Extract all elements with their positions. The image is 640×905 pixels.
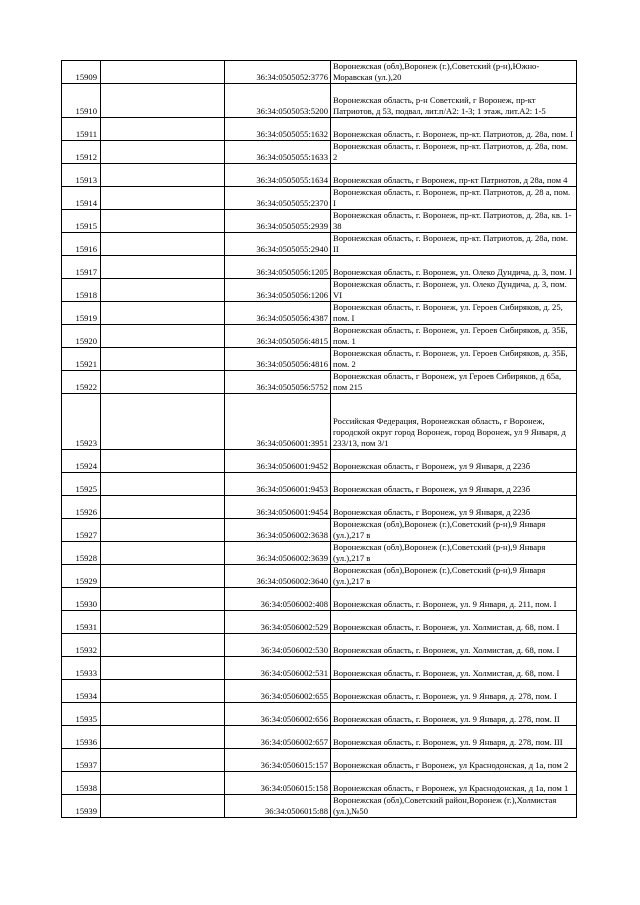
address-cell: Воронежская область, г. Воронеж, ул. 9 Января, д. 278, пом. I [331,680,577,703]
address-cell: Воронежская область, г Воронеж, ул Героев Сибиряков, д 65а, пом 215 [331,371,577,394]
empty-cell [101,84,225,118]
table-body [62,61,577,818]
empty-cell [101,371,225,394]
address-cell: Воронежская область, г. Воронеж, ул. Холмистая, д. 68, пом. I [331,634,577,657]
row-number-cell: 15912 [62,141,101,164]
table-row [62,611,577,634]
address-cell: Воронежская область, г. Воронеж, пр-кт. Патриотов, д. 28а, пом. II [331,233,577,256]
address-cell: Воронежская область, г Воронеж, ул 9 Января, д 223б [331,473,577,496]
empty-cell [101,565,225,588]
cadastral-number-cell: 36:34:0506001:9454 [225,496,331,519]
empty-cell [101,588,225,611]
table-row [62,657,577,680]
address-cell: Воронежская область, г. Воронеж, ул. 9 Января, д. 278, пом. II [331,703,577,726]
table-row [62,634,577,657]
cadastral-number-cell: 36:34:0506002:3639 [225,542,331,565]
address-cell: Воронежская область, г Воронеж, пр-кт Патриотов, д 28а, пом 4 [331,164,577,187]
row-number-cell: 15934 [62,680,101,703]
cadastral-number-cell: 36:34:0505055:2370 [225,187,331,210]
table-row [62,542,577,565]
table-row [62,233,577,256]
table-row [62,473,577,496]
row-number-cell: 15935 [62,703,101,726]
address-cell: Воронежская область, г. Воронеж, пр-кт. Патриотов, д. 28а, пом. I [331,118,577,141]
empty-cell [101,118,225,141]
cadastral-number-cell: 36:34:0506002:657 [225,726,331,749]
table-row [62,772,577,795]
row-number-cell: 15917 [62,256,101,279]
address-cell: Воронежская область, г. Воронеж, ул. Холмистая, д. 68, пом. I [331,657,577,680]
empty-cell [101,634,225,657]
address-cell: Воронежская область, г. Воронеж, пр-кт. Патриотов, д. 28 а, пом. I [331,187,577,210]
address-cell: Воронежская область, г Воронеж, ул Краснодонская, д 1а, пом 2 [331,749,577,772]
address-cell: Воронежская (обл),Советский район,Воронеж (г.),Холмистая (ул.),№50 [331,795,577,818]
address-cell: Воронежская область, г. Воронеж, ул. Героев Сибиряков, д. 35Б, пом. 2 [331,348,577,371]
row-number-cell: 15929 [62,565,101,588]
address-cell: Воронежская (обл),Воронеж (г.),Советский (р-н),9 Января (ул.),217 в [331,519,577,542]
table-row [62,519,577,542]
cadastral-number-cell: 36:34:0506002:531 [225,657,331,680]
row-number-cell: 15914 [62,187,101,210]
address-cell: Воронежская (обл),Воронеж (г.),Советский (р-н),9 Января (ул.),217 в [331,542,577,565]
empty-cell [101,233,225,256]
table-row [62,256,577,279]
cadastral-number-cell: 36:34:0505056:4815 [225,325,331,348]
row-number-cell: 15933 [62,657,101,680]
row-number-cell: 15939 [62,795,101,818]
cadastral-number-cell: 36:34:0506001:9453 [225,473,331,496]
empty-cell [101,279,225,302]
empty-cell [101,795,225,818]
table-row [62,496,577,519]
table-row [62,279,577,302]
empty-cell [101,302,225,325]
cadastral-number-cell: 36:34:0505055:1632 [225,118,331,141]
table-row [62,371,577,394]
empty-cell [101,542,225,565]
empty-cell [101,141,225,164]
table-row [62,164,577,187]
empty-cell [101,394,225,450]
table-row [62,187,577,210]
cadastral-number-cell: 36:34:0506002:656 [225,703,331,726]
cadastral-number-cell: 36:34:0505052:3776 [225,61,331,84]
address-cell: Воронежская (обл),Воронеж (г.),Советский (р-н),9 Января (ул.),217 в [331,565,577,588]
row-number-cell: 15909 [62,61,101,84]
table-row [62,210,577,233]
table-row [62,795,577,818]
address-cell: Воронежская область, г. Воронеж, ул. Олеко Дундича, д. 3, пом. VI [331,279,577,302]
empty-cell [101,680,225,703]
row-number-cell: 15931 [62,611,101,634]
cadastral-number-cell: 36:34:0505055:2940 [225,233,331,256]
cadastral-number-cell: 36:34:0506002:655 [225,680,331,703]
table-row [62,450,577,473]
address-cell: Воронежская область, г. Воронеж, пр-кт. Патриотов, д. 28а, пом. 2 [331,141,577,164]
address-cell: Воронежская область, г. Воронеж, ул. Героев Сибиряков, д. 35Б, пом. 1 [331,325,577,348]
cadastral-number-cell: 36:34:0505053:5200 [225,84,331,118]
cadastral-number-cell: 36:34:0506002:3638 [225,519,331,542]
cadastral-number-cell: 36:34:0505055:1634 [225,164,331,187]
empty-cell [101,726,225,749]
empty-cell [101,657,225,680]
table-row [62,302,577,325]
table-row [62,84,577,118]
row-number-cell: 15920 [62,325,101,348]
row-number-cell: 15910 [62,84,101,118]
table-row [62,588,577,611]
row-number-cell: 15928 [62,542,101,565]
table-row [62,726,577,749]
row-number-cell: 15922 [62,371,101,394]
empty-cell [101,450,225,473]
empty-cell [101,256,225,279]
cadastral-number-cell: 36:34:0505056:5752 [225,371,331,394]
empty-cell [101,210,225,233]
table-row [62,394,577,450]
address-cell: Воронежская область, г. Воронеж, ул. Холмистая, д. 68, пом. I [331,611,577,634]
row-number-cell: 15926 [62,496,101,519]
address-cell: Воронежская область, г. Воронеж, ул. Героев Сибиряков, д. 25, пом. I [331,302,577,325]
row-number-cell: 15932 [62,634,101,657]
row-number-cell: 15925 [62,473,101,496]
table-row [62,680,577,703]
empty-cell [101,164,225,187]
cadastral-number-cell: 36:34:0505055:2939 [225,210,331,233]
empty-cell [101,772,225,795]
row-number-cell: 15918 [62,279,101,302]
cadastral-number-cell: 36:34:0505056:1206 [225,279,331,302]
address-cell: Воронежская область, г. Воронеж, ул. Олеко Дундича, д. 3, пом. I [331,256,577,279]
address-cell: Российская Федерация, Воронежская область, г Воронеж, городской округ город Воронеж, город Воронеж, ул 9 Января, д 233/13, пом 3/1 [331,394,577,450]
empty-cell [101,348,225,371]
empty-cell [101,519,225,542]
row-number-cell: 15930 [62,588,101,611]
row-number-cell: 15924 [62,450,101,473]
cadastral-number-cell: 36:34:0506015:88 [225,795,331,818]
cadastral-number-cell: 36:34:0506015:157 [225,749,331,772]
cadastral-number-cell: 36:34:0506001:3951 [225,394,331,450]
cadastral-number-cell: 36:34:0506002:529 [225,611,331,634]
empty-cell [101,749,225,772]
empty-cell [101,61,225,84]
address-cell: Воронежская (обл),Воронеж (г.),Советский (р-н),Южно-Моравская (ул.),20 [331,61,577,84]
address-cell: Воронежская область, г Воронеж, ул 9 Января, д 223б [331,450,577,473]
cadastral-number-cell: 36:34:0506002:530 [225,634,331,657]
empty-cell [101,473,225,496]
cadastral-number-cell: 36:34:0505056:4387 [225,302,331,325]
row-number-cell: 15938 [62,772,101,795]
cadastral-number-cell: 36:34:0505056:1205 [225,256,331,279]
row-number-cell: 15916 [62,233,101,256]
table-row [62,749,577,772]
empty-cell [101,187,225,210]
row-number-cell: 15923 [62,394,101,450]
cadastral-number-cell: 36:34:0505056:4816 [225,348,331,371]
address-cell: Воронежская область, г. Воронеж, ул. 9 Января, д. 278, пом. III [331,726,577,749]
row-number-cell: 15913 [62,164,101,187]
cadastral-number-cell: 36:34:0506001:9452 [225,450,331,473]
empty-cell [101,611,225,634]
property-registry-table [61,60,577,818]
row-number-cell: 15915 [62,210,101,233]
table-row [62,61,577,84]
table-row [62,325,577,348]
table-row [62,565,577,588]
row-number-cell: 15921 [62,348,101,371]
row-number-cell: 15927 [62,519,101,542]
row-number-cell: 15911 [62,118,101,141]
address-cell: Воронежская область, г. Воронеж, ул. 9 Января, д. 211, пом. I [331,588,577,611]
table-row [62,141,577,164]
empty-cell [101,325,225,348]
row-number-cell: 15919 [62,302,101,325]
row-number-cell: 15937 [62,749,101,772]
address-cell: Воронежская область, р-н Советский, г Воронеж, пр-кт Патриотов, д 53, подвал, лит.п/А2: 1-3; 1 этаж, лит.А2: 1-5 [331,84,577,118]
table-row [62,118,577,141]
table-row [62,703,577,726]
address-cell: Воронежская область, г Воронеж, ул 9 Января, д 223б [331,496,577,519]
empty-cell [101,703,225,726]
cadastral-number-cell: 36:34:0506002:408 [225,588,331,611]
table-row [62,348,577,371]
cadastral-number-cell: 36:34:0505055:1633 [225,141,331,164]
empty-cell [101,496,225,519]
cadastral-number-cell: 36:34:0506002:3640 [225,565,331,588]
address-cell: Воронежская область, г Воронеж, ул Краснодонская, д 1а, пом 1 [331,772,577,795]
address-cell: Воронежская область, г. Воронеж, пр-кт. Патриотов, д. 28а, кв. 1-38 [331,210,577,233]
row-number-cell: 15936 [62,726,101,749]
cadastral-number-cell: 36:34:0506015:158 [225,772,331,795]
